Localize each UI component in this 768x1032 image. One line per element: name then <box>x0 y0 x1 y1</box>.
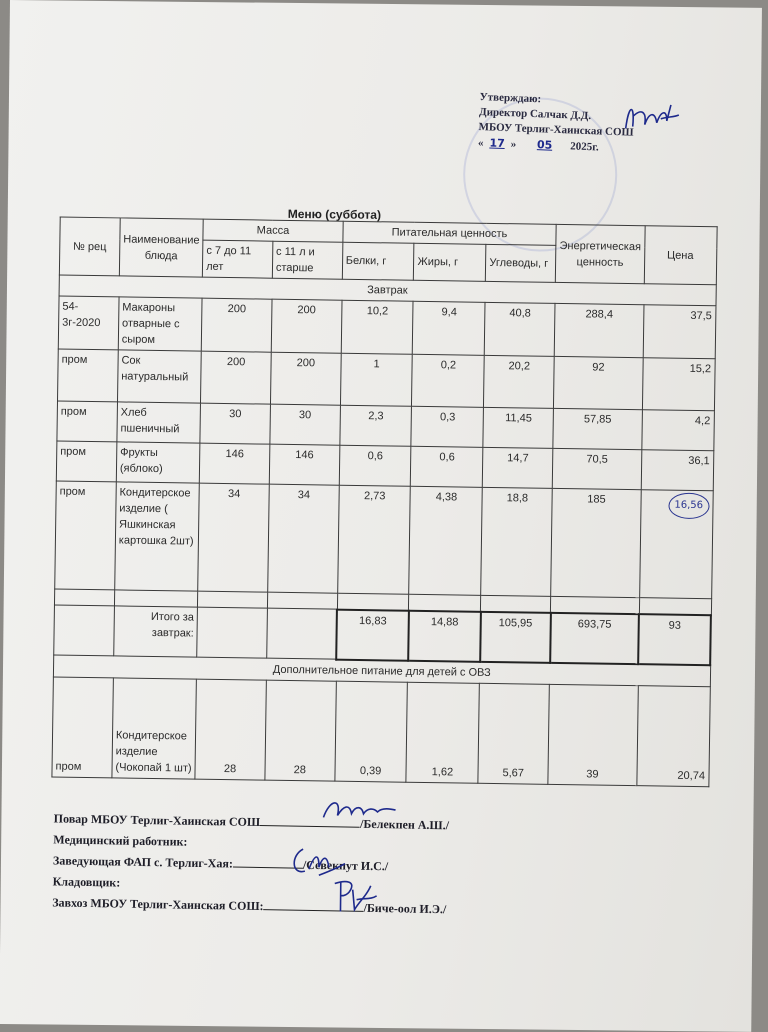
empty-cell <box>198 591 268 608</box>
cell-mass-senior: 200 <box>270 352 341 405</box>
supply-label: Завхоз МБОУ Терлиг-Хаинская СОШ: <box>52 895 264 914</box>
cell-dish-name: Хлеб пшеничный <box>117 402 201 443</box>
cell-recipe-number: пром <box>57 401 117 442</box>
cell-mass-junior: 28 <box>195 679 266 780</box>
total-price: 93 <box>638 614 711 665</box>
empty-cell <box>551 596 640 613</box>
cell-mass-senior: 34 <box>268 484 339 593</box>
header-nutrition: Питательная ценность <box>343 221 557 245</box>
cell-price: 37,5 <box>643 305 716 359</box>
store-label: Кладовщик: <box>52 874 121 890</box>
cell-recipe-number: 54-3г-2020 <box>58 296 119 350</box>
supply-name: /Биче-оол И.Э./ <box>363 900 447 917</box>
supply-signature <box>330 875 380 918</box>
cell-price <box>639 490 712 599</box>
cell-recipe-number: пром <box>55 481 116 590</box>
cell-carbs: 40,8 <box>485 302 556 356</box>
cell-mass-senior: 200 <box>271 299 342 353</box>
header-protein: Белки, г <box>342 242 414 280</box>
empty-cell <box>639 598 711 615</box>
cell-protein: 0,39 <box>335 681 408 782</box>
table-row <box>55 481 713 599</box>
cell-protein: 2,73 <box>337 485 410 594</box>
section-extra-title: Дополнительное питание для детей с ОВЗ <box>53 655 710 686</box>
approval-school: МБОУ Терлиг-Хаинская СОШ <box>478 121 634 139</box>
cell-dish-name: Макароны отварные с сыром <box>118 297 202 351</box>
total-fat: 14,88 <box>408 610 481 661</box>
total-carbs: 105,95 <box>480 611 551 662</box>
header-mass-senior: с 11 л и старше <box>272 241 342 279</box>
header-recipe-number: № рец <box>59 217 120 276</box>
cell-fat: 0,6 <box>411 446 483 487</box>
cell-recipe-number: пром <box>56 441 116 482</box>
table-row <box>58 296 715 359</box>
cell-dish-name: Сок натуральный <box>117 350 201 403</box>
total-label: Итого за завтрак: <box>114 606 198 657</box>
approval-date: « 17 » 05 2025г. <box>477 136 600 154</box>
header-energy: Энергетическая ценность <box>556 224 645 283</box>
medic-label: Медицинский работник: <box>53 832 188 849</box>
cell-fat: 4,38 <box>409 486 482 595</box>
total-protein: 16,83 <box>336 609 409 660</box>
cell-recipe-number: пром <box>57 349 118 402</box>
total-energy: 693,75 <box>550 612 639 663</box>
cell-price: 36,1 <box>641 450 713 491</box>
cell-protein: 0,6 <box>339 445 411 486</box>
cell-mass-junior: 146 <box>199 443 269 484</box>
cell-fat: 0,3 <box>411 406 483 447</box>
empty-cell <box>114 590 197 607</box>
cook-name: /Белекпен А.Ш./ <box>359 816 450 833</box>
cell-carbs: 14,7 <box>483 447 554 488</box>
fap-name: /Севекпут И.С./ <box>302 857 389 874</box>
cell-energy: 70,5 <box>552 448 641 489</box>
cell-price: 4,2 <box>641 410 713 451</box>
cook-label: Повар МБОУ Терлиг-Хаинская СОШ <box>53 811 261 830</box>
extra-row <box>52 676 710 786</box>
cell-carbs: 18,8 <box>481 487 553 596</box>
cell-mass-junior: 34 <box>198 483 269 592</box>
cell-mass-junior: 200 <box>201 298 271 352</box>
cell-mass-senior: 28 <box>265 680 336 781</box>
approval-heading: Утверждаю: <box>479 91 542 106</box>
approval-day: 17 <box>489 136 506 150</box>
cell-dish-name: Кондитерское изделие (Чокопай 1 шт) <box>112 677 197 778</box>
cell-mass-junior: 30 <box>200 403 270 444</box>
cell-price: 15,2 <box>642 358 715 411</box>
cell-mass-senior: 30 <box>270 404 340 445</box>
cell-dish-name: Кондитерское изделие ( Яшкинская картошка 2шт) <box>115 482 200 591</box>
cell-protein: 10,2 <box>341 300 414 354</box>
fap-label: Заведующая ФАП с. Терлиг-Хая: <box>52 853 234 871</box>
empty-cell <box>337 593 409 610</box>
header-mass: Масса <box>203 219 343 242</box>
section-breakfast-title: Завтрак <box>59 275 716 306</box>
empty-cell <box>54 589 114 606</box>
header-mass-junior: с 7 до 11 лет <box>203 240 273 278</box>
menu-table <box>51 217 717 787</box>
cell-energy: 39 <box>548 684 638 785</box>
header-fat: Жиры, г <box>414 243 486 281</box>
empty-cell <box>267 608 338 659</box>
approval-year: 2025г. <box>570 140 600 154</box>
cell-carbs: 5,67 <box>478 683 549 784</box>
approval-director: Директор Салчак Д.Д. <box>478 106 592 123</box>
empty-cell <box>54 605 115 656</box>
empty-cell <box>197 607 267 658</box>
cell-mass-junior: 200 <box>201 351 271 404</box>
cell-energy: 92 <box>554 356 643 409</box>
circled-price: 16,56 <box>668 493 709 520</box>
cell-energy: 185 <box>551 488 641 597</box>
cell-carbs: 20,2 <box>484 355 555 408</box>
empty-cell <box>267 592 337 609</box>
cell-fat: 9,4 <box>413 301 486 355</box>
approval-month: 05 <box>536 138 553 152</box>
cook-signature <box>319 795 399 826</box>
header-dish-name: Наименование блюда <box>119 218 203 277</box>
cell-price: 20,74 <box>636 685 709 786</box>
cell-protein: 1 <box>340 353 413 406</box>
cell-energy: 288,4 <box>554 303 643 357</box>
cell-carbs: 11,45 <box>483 407 554 448</box>
cell-dish-name: Фрукты (яблоко) <box>116 442 200 483</box>
document-title: Меню (суббота) <box>287 206 382 222</box>
header-price: Цена <box>644 226 717 285</box>
cell-energy: 57,85 <box>553 408 642 449</box>
empty-cell <box>481 595 551 612</box>
cell-mass-senior: 146 <box>269 444 339 485</box>
cell-fat: 1,62 <box>406 682 479 783</box>
cell-recipe-number: пром <box>52 676 113 777</box>
cell-protein: 2,3 <box>340 405 412 446</box>
director-signature <box>621 98 681 139</box>
empty-cell <box>409 594 481 611</box>
header-carbs: Углеводы, г <box>486 244 556 282</box>
cell-fat: 0,2 <box>412 354 485 407</box>
